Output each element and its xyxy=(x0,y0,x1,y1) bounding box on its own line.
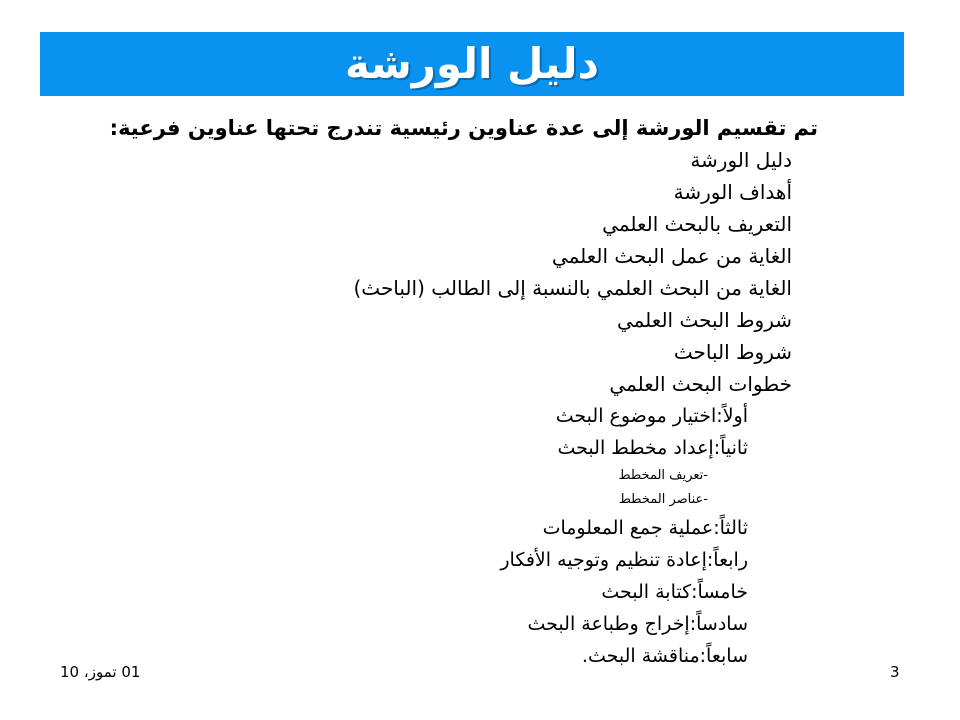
slide-content xyxy=(109,112,818,672)
footer-date: 01 تموز، 10 xyxy=(60,663,141,681)
step-item-third: ثالثاً:عملية جمع المعلومات xyxy=(542,517,748,539)
step-item-first: أولاً:اختيار موضوع البحث xyxy=(555,405,748,427)
sub-step-item: -تعريف المخطط xyxy=(618,468,708,483)
intro-text: تم تقسيم الورشة إلى عدة عناوين رئيسية تندرج تحتها عناوين فرعية: xyxy=(109,116,818,140)
step-item-fourth: رابعاً:إعادة تنظيم وتوجيه الأفكار xyxy=(500,549,748,571)
list-item: شروط الباحث xyxy=(673,340,792,364)
list-item: التعريف بالبحث العلمي xyxy=(602,212,792,236)
list-item: أهداف الورشة xyxy=(673,180,792,204)
step-item-seventh: سابعاً:مناقشة البحث. xyxy=(581,645,748,667)
list-item: الغاية من البحث العلمي بالنسبة إلى الطالب (الباحث) xyxy=(353,276,792,300)
page-number: 3 xyxy=(890,663,900,681)
slide-title: دليل الورشة xyxy=(344,39,600,88)
step-item-fifth: خامساً:كتابة البحث xyxy=(601,581,748,603)
step-item-second: ثانياً:إعداد مخطط البحث xyxy=(557,437,748,459)
title-bar xyxy=(40,32,904,96)
list-item: الغاية من عمل البحث العلمي xyxy=(551,244,792,268)
list-item: شروط البحث العلمي xyxy=(616,308,792,332)
list-item: دليل الورشة xyxy=(690,148,792,172)
list-item: خطوات البحث العلمي xyxy=(609,372,792,396)
sub-step-item: -عناصر المخطط xyxy=(618,492,708,507)
step-item-sixth: سادساً:إخراج وطباعة البحث xyxy=(527,613,748,635)
